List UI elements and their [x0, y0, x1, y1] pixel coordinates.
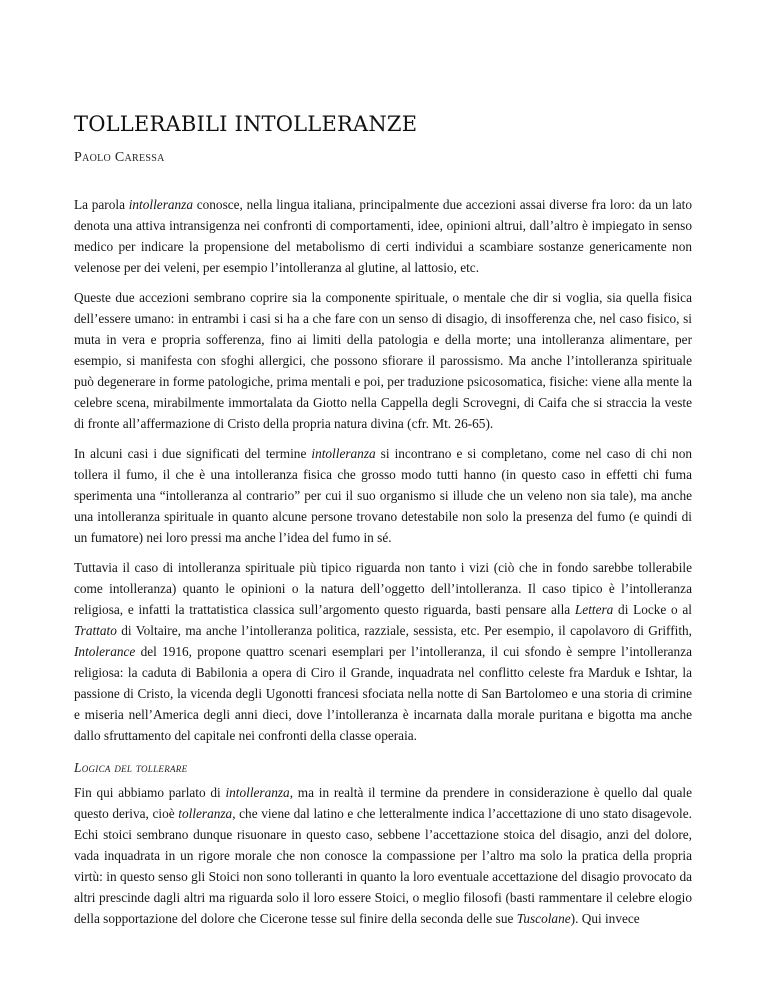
paragraph [74, 287, 692, 434]
text-run: , ma in realtà il termine da prendere in considerazione è quello dal quale questo deriva, cioè [74, 785, 692, 821]
italic-text: intolleranza [225, 785, 290, 800]
paragraph [74, 557, 692, 746]
text-run: di Voltaire, ma anche l’intolleranza politica, razziale, sessista, etc. Per esempio, il capolavoro di Griffith, [116, 623, 692, 638]
section-heading: Logica del tollerare [74, 760, 188, 775]
italic-text: intolleranza [128, 197, 193, 212]
italic-text: Trattato [74, 623, 117, 638]
italic-text: Intolerance [74, 644, 136, 659]
section-paragraphs [74, 782, 692, 929]
paragraph [74, 782, 692, 929]
text-run: di Locke o al [613, 602, 693, 617]
body-paragraphs [74, 194, 692, 746]
paragraph [74, 194, 692, 278]
document-title: TOLLERABILI INTOLLERANZE [74, 112, 418, 136]
text-run: ). Qui invece [570, 911, 640, 926]
text-run: In alcuni casi i due significati del termine [74, 446, 312, 461]
italic-text: tolleranza [178, 806, 233, 821]
italic-text: intolleranza [311, 446, 376, 461]
text-run: del 1916, propone quattro scenari esemplari per l’intolleranza, il cui sfondo è sempre l’intolleranza religiosa: la caduta di Babilonia a opera di Ciro il Grande, inquadrata nel conflitto celeste fra Marduk e Ishtar, la passione di Cristo, la vicenda degli Ugonotti francesi sfociata nella notte di San Bartolomeo e una storia di crimine e miseria nell’America degli anni dieci, dove l’intolleranza è incarnata dalla morale puritana e bigotta ma anche dallo sfruttamento del capitale nei confronti della classe operaia. [74, 644, 692, 743]
text-run: Fin qui abbiamo parlato di [74, 785, 226, 800]
text-run: conosce, nella lingua italiana, principalmente due accezioni assai diverse fra loro: da un lato denota una attiva intransigenza nei confronti di comportamenti, idee, opinioni altrui, dall’altro è impiegato in senso medico per indicare la propensione del metabolismo di certi individui a scambiare sostanze genericamente non velenose per dei veleni, per esempio l’intolleranza al glutine, al lattosio, etc. [74, 197, 692, 275]
text-run: , che viene dal latino e che letteralmente indica l’accettazione di uno stato disagevole. Echi stoici sembrano dunque risuonare in questo caso, sebbene l’accettazione stoica del disagio, anzi del dolore, vada inquadrata in un rigore morale che non conosce la compassione per l’altro ma solo la pratica della propria virtù: in questo senso gli Stoici non sono tolleranti in quanto la loro eventuale accettazione del disagio provocato da altri prescinde dagli altri ma riguarda solo il loro essere Stoici, o meglio filosofi (basti rammentare il celebre elogio della sopportazione del dolore che Cicerone tesse sul finire della seconda delle sue [74, 806, 692, 926]
author-name: Paolo Caressa [74, 150, 165, 165]
text-run: La parola [74, 197, 129, 212]
text-run: Tuttavia il caso di intolleranza spirituale più tipico riguarda non tanto i vizi (ciò che in fondo sarebbe tollerabile come intolleranza) quanto le opinioni o la natura dell’oggetto dell’intolleranza. Il caso tipico è l’intolleranza religiosa, e infatti la trattatistica classica sull’argomento questo riguarda, basti pensare alla [74, 560, 692, 617]
paragraph [74, 443, 692, 548]
text-run: Queste due accezioni sembrano coprire sia la componente spirituale, o mentale che dir si voglia, sia quella fisica dell’essere umano: in entrambi i casi si ha a che fare con un senso di disagio, di insofferenza che, nel caso fisico, si muta in vera e propria sofferenza, fino ai limiti della patologia e della morte; una intolleranza alimentare, per esempio, si manifesta con sfoghi allergici, che possono sfiorare il parossismo. Ma anche l’intolleranza spirituale può degenerare in forme patologiche, prima mentali e poi, per traduzione psicosomatica, fisiche: viene alla mente la celebre scena, mirabilmente immortalata da Giotto nella Cappella degli Scrovegni, di Caifa che si straccia la veste di fronte all’affermazione di Cristo della propria natura divina (cfr. Mt. 26-65). [74, 290, 692, 431]
text-run: si incontrano e si completano, come nel caso di chi non tollera il fumo, il che è una intolleranza fisica che grosso modo tutti hanno (in questo caso in effetti chi fuma sperimenta una “intolleranza al contrario” per cui il suo organismo si illude che un veleno non sia tale), ma anche una intolleranza spirituale in quanto alcune persone trovano detestabile non solo la presenza del fumo (e quindi di un fumatore) nei loro pressi ma anche l’idea del fumo in sé. [74, 446, 692, 545]
italic-text: Tuscolane [516, 911, 571, 926]
italic-text: Lettera [574, 602, 614, 617]
